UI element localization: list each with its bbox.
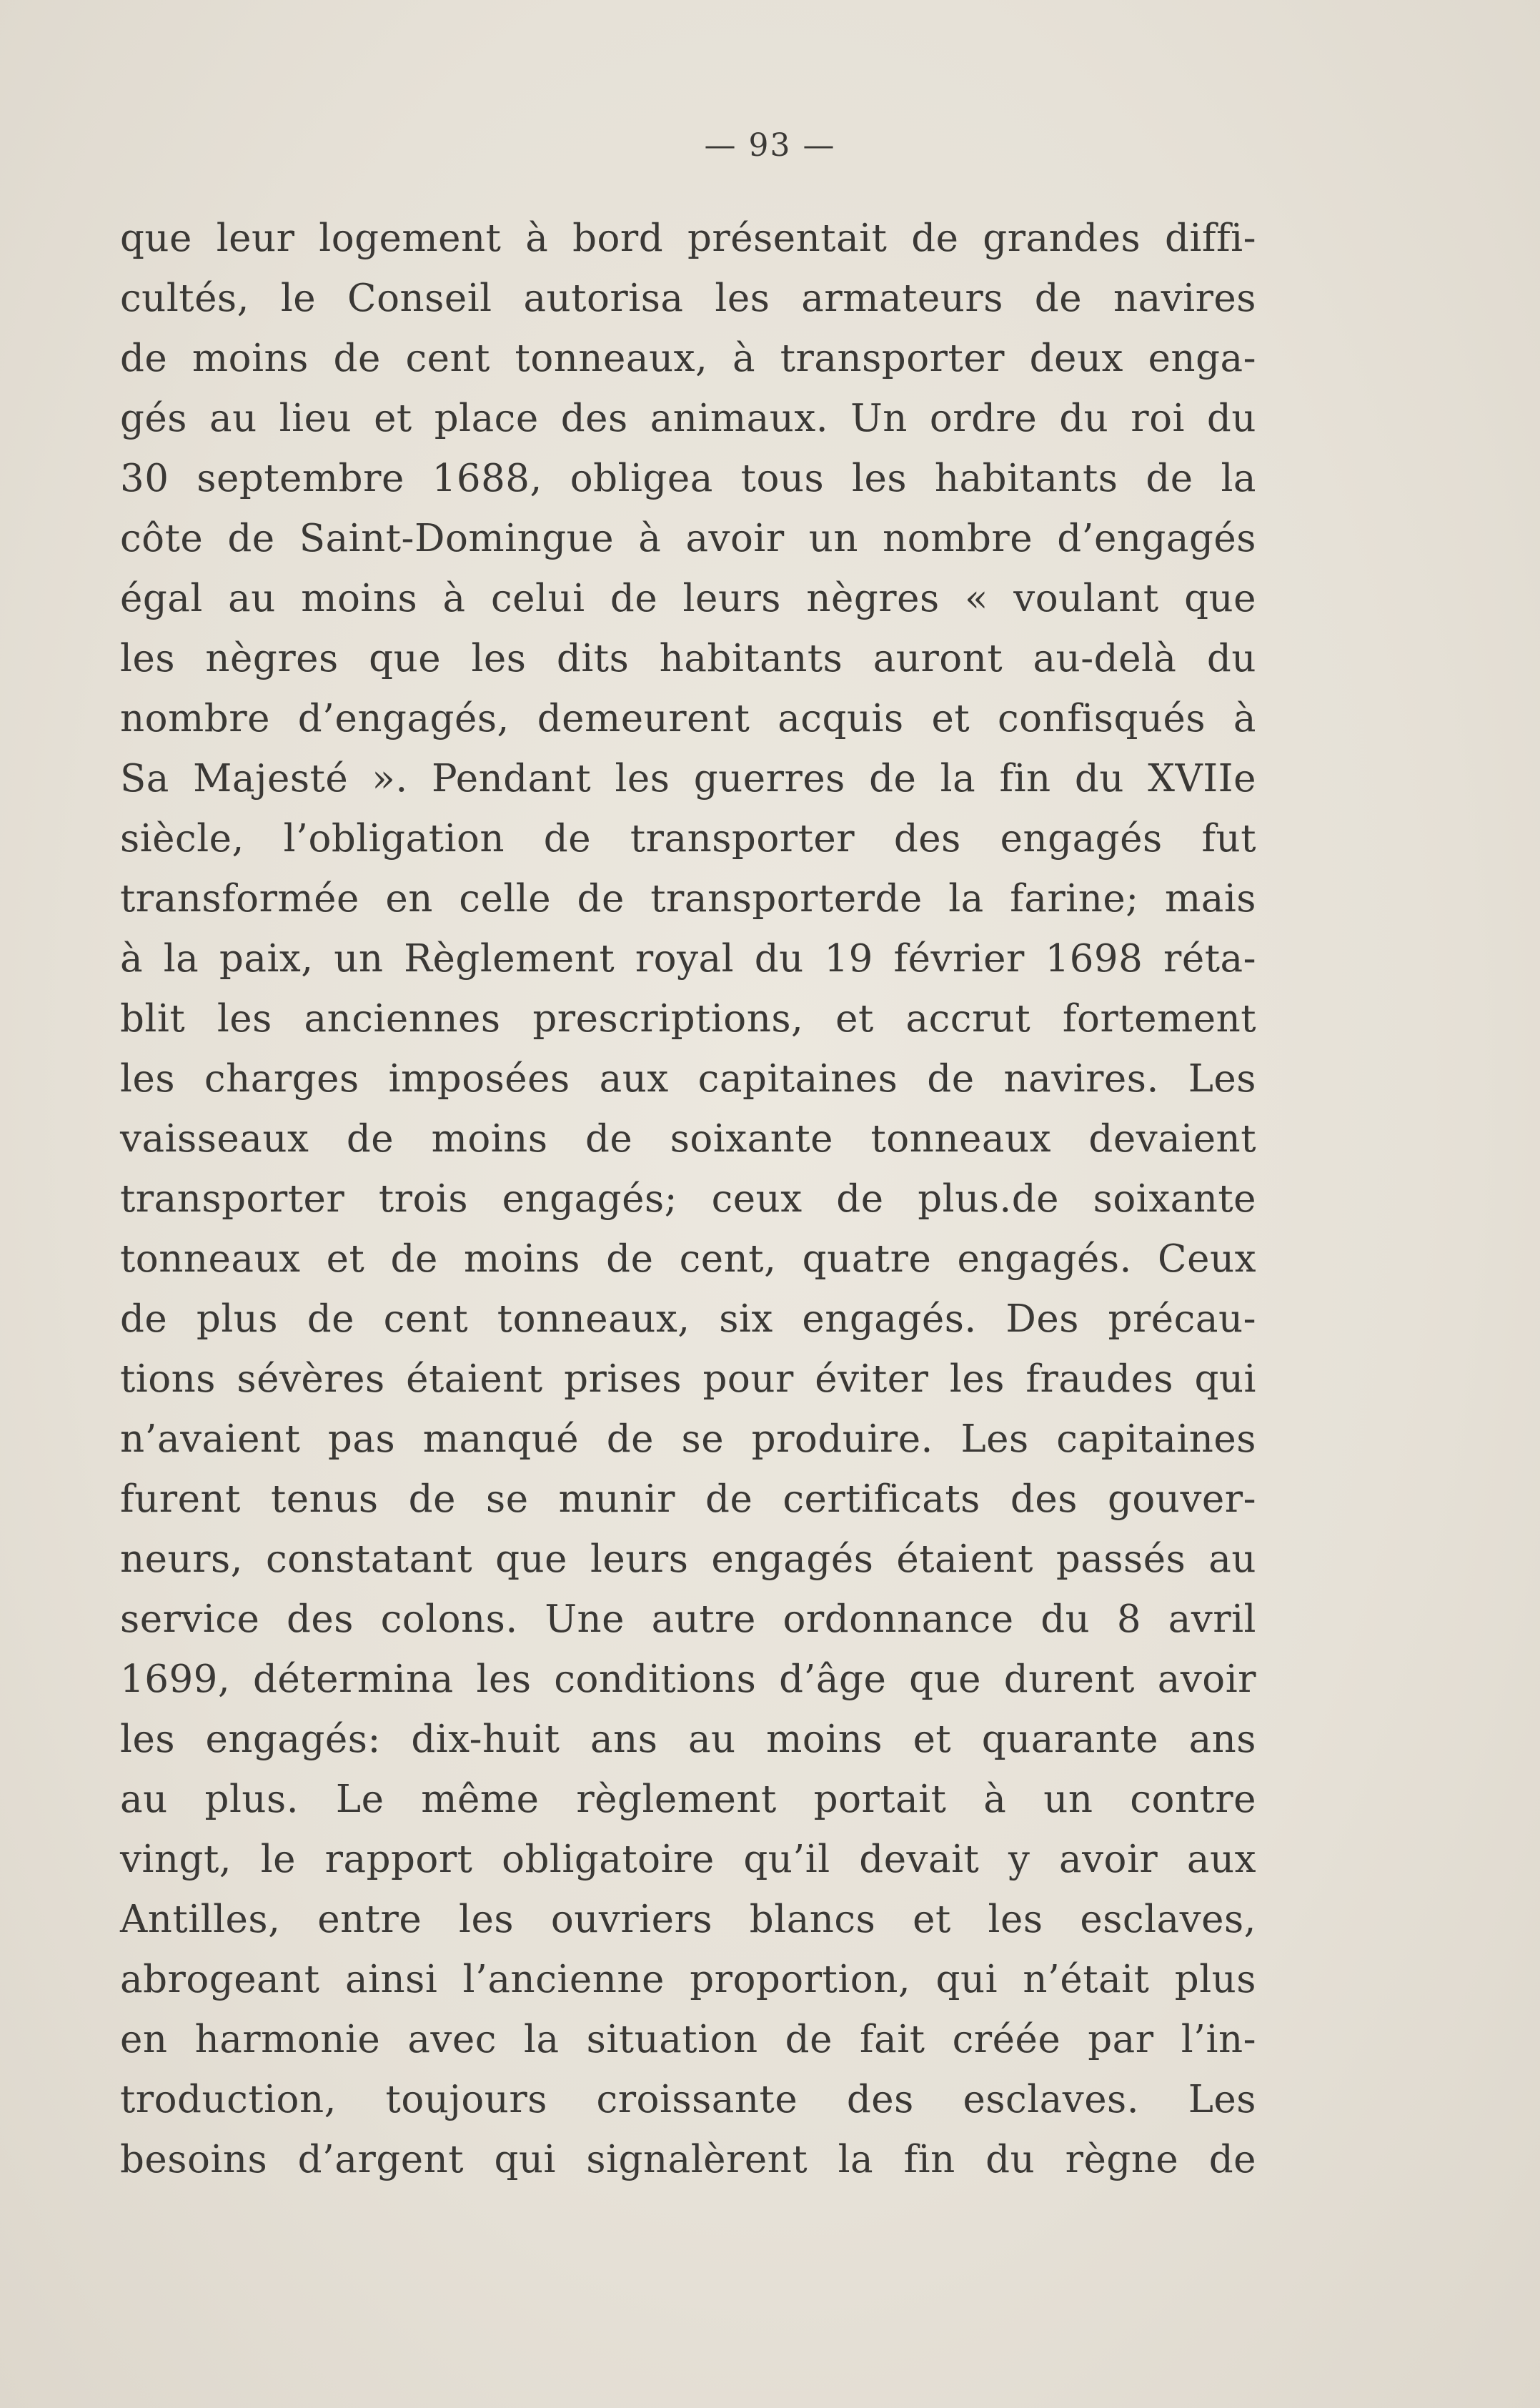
- text-line: transporter trois engagés; ceux de plus.de soixante: [120, 1177, 1256, 1221]
- text-line: furent tenus de se munir de certificats des gouver-: [120, 1477, 1256, 1521]
- text-line: neurs, constatant que leurs engagés étaient passés au: [120, 1537, 1256, 1581]
- text-line: en harmonie avec la situation de fait créée par l’in-: [120, 2018, 1256, 2061]
- text-line: tions sévères étaient prises pour éviter les fraudes qui: [120, 1357, 1256, 1401]
- text-line: côte de Saint-Domingue à avoir un nombre d’engagés: [120, 517, 1256, 560]
- text-line: égal au moins à celui de leurs nègres « voulant que: [120, 577, 1256, 620]
- text-line: de moins de cent tonneaux, à transporter deux enga-: [120, 337, 1256, 380]
- text-line: 30 septembre 1688, obligea tous les habitants de la: [120, 457, 1256, 500]
- page-number: — 93 —: [704, 127, 836, 164]
- text-line: nombre d’engagés, demeurent acquis et confisqués à: [120, 697, 1256, 740]
- text-line: blit les anciennes prescriptions, et accrut fortement: [120, 997, 1256, 1041]
- text-line: cultés, le Conseil autorisa les armateurs de navires: [120, 277, 1256, 320]
- text-line: transformée en celle de transporterde la farine; mais: [120, 877, 1256, 921]
- text-line: que leur logement à bord présentait de grandes diffi-: [120, 217, 1256, 260]
- text-line: n’avaient pas manqué de se produire. Les capitaines: [120, 1417, 1256, 1461]
- body-text: [120, 209, 1256, 2190]
- text-line: besoins d’argent qui signalèrent la fin du règne de: [120, 2138, 1256, 2181]
- text-line: de plus de cent tonneaux, six engagés. Des précau-: [120, 1297, 1256, 1341]
- text-line: vaisseaux de moins de soixante tonneaux devaient: [120, 1117, 1256, 1161]
- text-line: au plus. Le même règlement portait à un contre: [120, 1778, 1256, 1821]
- text-line: vingt, le rapport obligatoire qu’il devait y avoir aux: [120, 1838, 1256, 1881]
- text-line: gés au lieu et place des animaux. Un ordre du roi du: [120, 397, 1256, 440]
- text-line: à la paix, un Règlement royal du 19 février 1698 réta-: [120, 937, 1256, 981]
- text-line: siècle, l’obligation de transporter des engagés fut: [120, 817, 1256, 861]
- text-line: service des colons. Une autre ordonnance du 8 avril: [120, 1597, 1256, 1641]
- text-line: abrogeant ainsi l’ancienne proportion, qui n’était plus: [120, 1958, 1256, 2001]
- text-line: Antilles, entre les ouvriers blancs et les esclaves,: [120, 1898, 1256, 1941]
- text-line: les charges imposées aux capitaines de navires. Les: [120, 1057, 1256, 1101]
- text-line: tonneaux et de moins de cent, quatre engagés. Ceux: [120, 1237, 1256, 1281]
- text-line: les engagés: dix-huit ans au moins et quarante ans: [120, 1718, 1256, 1761]
- text-line: les nègres que les dits habitants auront au-delà du: [120, 637, 1256, 680]
- text-line: Sa Majesté ». Pendant les guerres de la fin du XVIIe: [120, 757, 1256, 801]
- text-line: troduction, toujours croissante des esclaves. Les: [120, 2078, 1256, 2121]
- text-line: 1699, détermina les conditions d’âge que durent avoir: [120, 1658, 1256, 1701]
